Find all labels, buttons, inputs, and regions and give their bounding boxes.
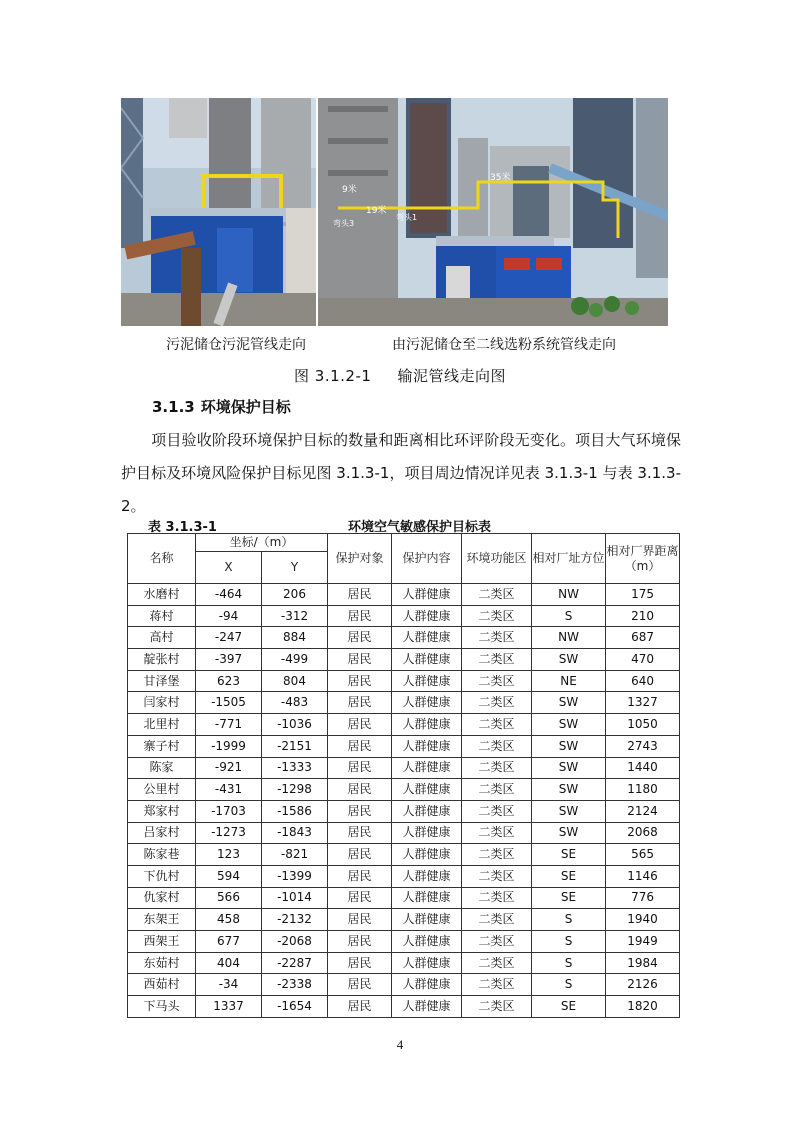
cell-y: -1654 <box>262 996 328 1018</box>
cell-name: 下马头 <box>128 996 196 1018</box>
cell-y: -312 <box>262 605 328 627</box>
cell-x: 623 <box>196 670 262 692</box>
cell-target: 居民 <box>328 692 392 714</box>
cell-content: 人群健康 <box>392 605 462 627</box>
cell-x: 566 <box>196 887 262 909</box>
cell-target: 居民 <box>328 605 392 627</box>
cell-dist: 210 <box>606 605 680 627</box>
table-row <box>128 974 680 996</box>
cell-zone: 二类区 <box>462 887 532 909</box>
table-row <box>128 865 680 887</box>
cell-zone: 二类区 <box>462 865 532 887</box>
cell-x: -464 <box>196 584 262 606</box>
table-row <box>128 800 680 822</box>
cell-x: 458 <box>196 909 262 931</box>
cell-target: 居民 <box>328 931 392 953</box>
header-content: 保护内容 <box>392 534 462 584</box>
cell-dist: 776 <box>606 887 680 909</box>
section-title: 环境保护目标 <box>200 398 291 416</box>
table-title: 环境空气敏感保护目标表 <box>348 520 492 535</box>
figure-photos <box>121 98 668 326</box>
cell-target: 居民 <box>328 887 392 909</box>
cell-dist: 2126 <box>606 974 680 996</box>
table-row <box>128 649 680 671</box>
cell-content: 人群健康 <box>392 800 462 822</box>
table-row <box>128 779 680 801</box>
cell-content: 人群健康 <box>392 844 462 866</box>
cell-x: 594 <box>196 865 262 887</box>
cell-name: 吕家村 <box>128 822 196 844</box>
cell-name: 仇家村 <box>128 887 196 909</box>
body-paragraph-text: 项目验收阶段环境保护目标的数量和距离相比环评阶段无变化。项目大气环境保护目标及环境风险保护目标见图 3.1.3-1，项目周边情况详见表 3.1.3-1 与表 3.1.3-2。 <box>121 431 681 515</box>
cell-x: 677 <box>196 931 262 953</box>
cell-dist: 640 <box>606 670 680 692</box>
cell-content: 人群健康 <box>392 714 462 736</box>
cell-content: 人群健康 <box>392 627 462 649</box>
cell-name: 闫家村 <box>128 692 196 714</box>
cell-x: -94 <box>196 605 262 627</box>
cell-content: 人群健康 <box>392 909 462 931</box>
cell-content: 人群健康 <box>392 931 462 953</box>
cell-dist: 687 <box>606 627 680 649</box>
header-x: X <box>196 552 262 584</box>
cell-zone: 二类区 <box>462 627 532 649</box>
cell-name: 西架王 <box>128 931 196 953</box>
cell-dist: 1327 <box>606 692 680 714</box>
cell-y: -1333 <box>262 757 328 779</box>
cell-dist: 1820 <box>606 996 680 1018</box>
cell-content: 人群健康 <box>392 584 462 606</box>
page-number: 4 <box>396 1037 404 1052</box>
cell-x: 404 <box>196 952 262 974</box>
cell-content: 人群健康 <box>392 974 462 996</box>
cell-dir: S <box>532 605 606 627</box>
cell-dist: 2743 <box>606 735 680 757</box>
cell-dir: SE <box>532 865 606 887</box>
cell-content: 人群健康 <box>392 670 462 692</box>
cell-dist: 1050 <box>606 714 680 736</box>
cell-dir: S <box>532 952 606 974</box>
table-row <box>128 627 680 649</box>
cell-content: 人群健康 <box>392 649 462 671</box>
photo-annotation-9m: 9米 <box>342 185 357 195</box>
cell-content: 人群健康 <box>392 779 462 801</box>
cell-zone: 二类区 <box>462 974 532 996</box>
cell-name: 下仇村 <box>128 865 196 887</box>
cell-y: -2068 <box>262 931 328 953</box>
cell-zone: 二类区 <box>462 649 532 671</box>
cell-dir: SE <box>532 887 606 909</box>
cell-name: 北里村 <box>128 714 196 736</box>
cell-zone: 二类区 <box>462 931 532 953</box>
cell-y: -499 <box>262 649 328 671</box>
cell-content: 人群健康 <box>392 887 462 909</box>
cell-dist: 2068 <box>606 822 680 844</box>
cell-content: 人群健康 <box>392 692 462 714</box>
cell-name: 甘泽堡 <box>128 670 196 692</box>
figure-number: 图 3.1.2-1 <box>294 367 372 385</box>
cell-target: 居民 <box>328 714 392 736</box>
cell-zone: 二类区 <box>462 952 532 974</box>
table-number: 表 3.1.3-1 <box>148 520 217 535</box>
cell-target: 居民 <box>328 865 392 887</box>
cell-dir: NE <box>532 670 606 692</box>
cell-name: 寨子村 <box>128 735 196 757</box>
cell-dir: S <box>532 931 606 953</box>
cell-dir: SW <box>532 735 606 757</box>
cell-x: -247 <box>196 627 262 649</box>
photo-sludge-silo-pipeline <box>121 98 316 326</box>
section-number: 3.1.3 <box>152 398 195 416</box>
cell-y: -2287 <box>262 952 328 974</box>
cell-y: -2338 <box>262 974 328 996</box>
cell-dir: NW <box>532 627 606 649</box>
cell-y: -1843 <box>262 822 328 844</box>
cell-x: 1337 <box>196 996 262 1018</box>
cell-dir: NW <box>532 584 606 606</box>
cell-dist: 1146 <box>606 865 680 887</box>
cell-name: 水磨村 <box>128 584 196 606</box>
table-row <box>128 605 680 627</box>
cell-dir: SW <box>532 692 606 714</box>
photo-annotation-elbow-3: 弯头3 <box>333 219 355 228</box>
photo-annotation-19m: 19米 <box>366 206 387 216</box>
cell-x: 123 <box>196 844 262 866</box>
cell-dir: SW <box>532 714 606 736</box>
cell-dist: 1940 <box>606 909 680 931</box>
header-name: 名称 <box>128 534 196 584</box>
cell-x: -1273 <box>196 822 262 844</box>
cell-x: -1999 <box>196 735 262 757</box>
cell-y: 884 <box>262 627 328 649</box>
cell-y: -2132 <box>262 909 328 931</box>
cell-content: 人群健康 <box>392 822 462 844</box>
cell-x: -397 <box>196 649 262 671</box>
cell-zone: 二类区 <box>462 735 532 757</box>
table-body <box>128 584 680 1018</box>
cell-dist: 1949 <box>606 931 680 953</box>
cell-x: -771 <box>196 714 262 736</box>
cell-content: 人群健康 <box>392 757 462 779</box>
cell-target: 居民 <box>328 670 392 692</box>
header-coord: 坐标/（m） <box>196 534 328 552</box>
cell-y: -1036 <box>262 714 328 736</box>
cell-dir: SE <box>532 844 606 866</box>
cell-x: -34 <box>196 974 262 996</box>
cell-y: 206 <box>262 584 328 606</box>
table-row <box>128 996 680 1018</box>
cell-target: 居民 <box>328 844 392 866</box>
table-row <box>128 844 680 866</box>
cell-dist: 565 <box>606 844 680 866</box>
cell-y: -483 <box>262 692 328 714</box>
cell-name: 西茹村 <box>128 974 196 996</box>
table-row <box>128 714 680 736</box>
table-row <box>128 931 680 953</box>
cell-name: 郑家村 <box>128 800 196 822</box>
cell-target: 居民 <box>328 735 392 757</box>
figure-caption <box>0 365 800 386</box>
cell-x: -431 <box>196 779 262 801</box>
cell-dist: 175 <box>606 584 680 606</box>
cell-dir: SW <box>532 757 606 779</box>
header-y: Y <box>262 552 328 584</box>
cell-name: 陈家巷 <box>128 844 196 866</box>
table-row <box>128 692 680 714</box>
cell-content: 人群健康 <box>392 735 462 757</box>
cell-zone: 二类区 <box>462 605 532 627</box>
cell-target: 居民 <box>328 952 392 974</box>
cell-y: -821 <box>262 844 328 866</box>
table-row <box>128 670 680 692</box>
cell-dist: 1440 <box>606 757 680 779</box>
header-target: 保护对象 <box>328 534 392 584</box>
cell-x: -921 <box>196 757 262 779</box>
cell-target: 居民 <box>328 757 392 779</box>
table-row <box>128 822 680 844</box>
cell-x: -1703 <box>196 800 262 822</box>
cell-zone: 二类区 <box>462 800 532 822</box>
table-header <box>128 534 680 584</box>
cell-y: -1586 <box>262 800 328 822</box>
cell-y: 804 <box>262 670 328 692</box>
cell-zone: 二类区 <box>462 996 532 1018</box>
cell-zone: 二类区 <box>462 844 532 866</box>
table-row <box>128 757 680 779</box>
cell-target: 居民 <box>328 779 392 801</box>
photo-annotation-elbow-1: 弯头1 <box>396 213 418 222</box>
cell-dist: 470 <box>606 649 680 671</box>
table-row <box>128 735 680 757</box>
cell-name: 高村 <box>128 627 196 649</box>
cell-dir: S <box>532 974 606 996</box>
cell-zone: 二类区 <box>462 909 532 931</box>
cell-dist: 2124 <box>606 800 680 822</box>
cell-name: 靛张村 <box>128 649 196 671</box>
cell-name: 蒋村 <box>128 605 196 627</box>
table-row <box>128 887 680 909</box>
cell-target: 居民 <box>328 822 392 844</box>
section-heading <box>152 396 291 417</box>
cell-y: -2151 <box>262 735 328 757</box>
cell-x: -1505 <box>196 692 262 714</box>
cell-name: 东架王 <box>128 909 196 931</box>
environment-protection-table <box>127 533 680 1018</box>
cell-zone: 二类区 <box>462 779 532 801</box>
cell-zone: 二类区 <box>462 584 532 606</box>
cell-target: 居民 <box>328 584 392 606</box>
table-row <box>128 584 680 606</box>
cell-dir: SW <box>532 649 606 671</box>
cell-target: 居民 <box>328 974 392 996</box>
cell-target: 居民 <box>328 996 392 1018</box>
header-zone: 环境功能区 <box>462 534 532 584</box>
cell-dist: 1180 <box>606 779 680 801</box>
cell-content: 人群健康 <box>392 952 462 974</box>
body-paragraph <box>121 424 681 523</box>
cell-dir: S <box>532 909 606 931</box>
cell-target: 居民 <box>328 800 392 822</box>
cell-zone: 二类区 <box>462 692 532 714</box>
cell-name: 东茹村 <box>128 952 196 974</box>
photo-annotation-35m: 35米 <box>490 173 511 183</box>
cell-dir: SW <box>532 800 606 822</box>
header-direction: 相对厂址方位 <box>532 534 606 584</box>
cell-dir: SE <box>532 996 606 1018</box>
cell-y: -1014 <box>262 887 328 909</box>
header-distance: 相对厂界距离（m） <box>606 534 680 584</box>
table-row <box>128 952 680 974</box>
cell-zone: 二类区 <box>462 714 532 736</box>
photo-pipeline-to-grinding-system <box>318 98 668 326</box>
cell-dir: SW <box>532 822 606 844</box>
cell-zone: 二类区 <box>462 670 532 692</box>
figure-title: 输泥管线走向图 <box>397 367 506 385</box>
table-row <box>128 909 680 931</box>
cell-zone: 二类区 <box>462 822 532 844</box>
cell-target: 居民 <box>328 909 392 931</box>
cell-zone: 二类区 <box>462 757 532 779</box>
cell-dir: SW <box>532 779 606 801</box>
cell-dist: 1984 <box>606 952 680 974</box>
cell-target: 居民 <box>328 627 392 649</box>
cell-y: -1399 <box>262 865 328 887</box>
photo-caption-left: 污泥储仓污泥管线走向 <box>166 337 306 353</box>
cell-content: 人群健康 <box>392 865 462 887</box>
cell-target: 居民 <box>328 649 392 671</box>
cell-content: 人群健康 <box>392 996 462 1018</box>
photo-caption-right: 由污泥储仓至二线选粉系统管线走向 <box>392 337 616 353</box>
cell-name: 公里村 <box>128 779 196 801</box>
cell-y: -1298 <box>262 779 328 801</box>
cell-name: 陈家 <box>128 757 196 779</box>
